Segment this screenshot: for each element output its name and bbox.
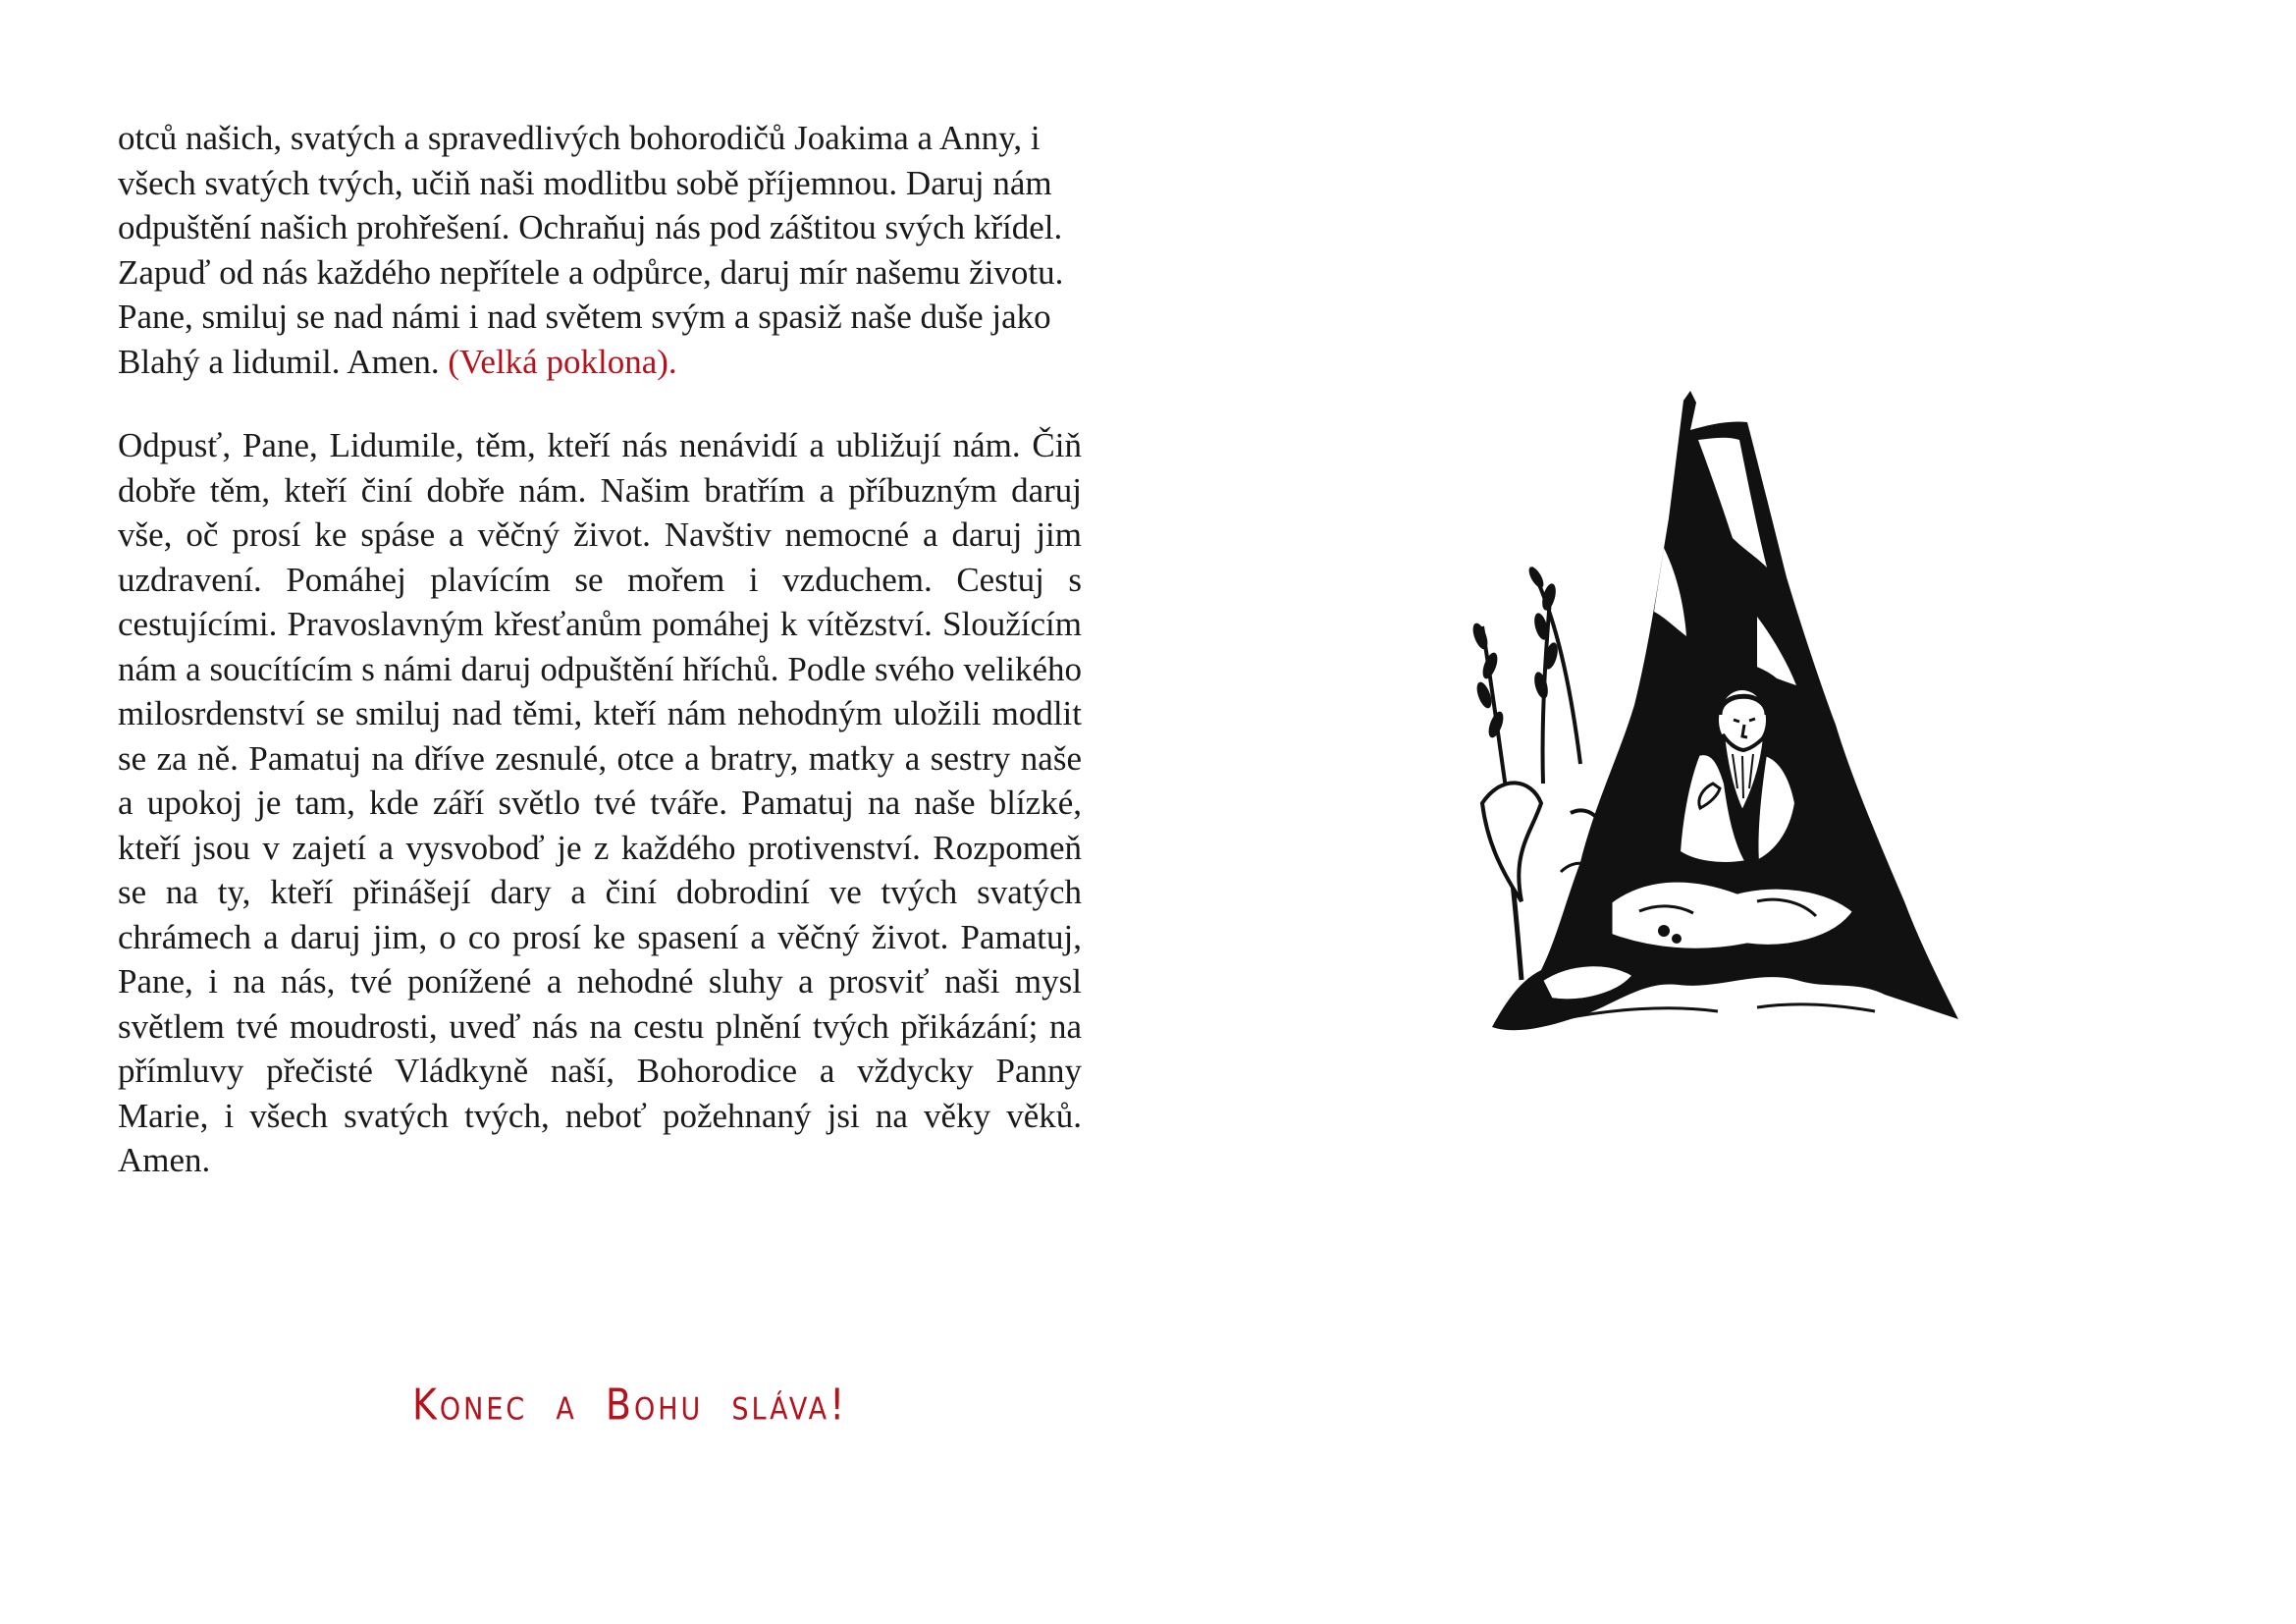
ending-title: Konec a Bohu sláva! [412,1380,848,1430]
prayer-paragraph-2: Odpusť, Pane, Lidumile, těm, kteří nás nenávidí a ubližují nám. Čiň dobře těm, kteří činí dobře nám. Našim bratřím a příbuzným daruj vše, oč prosí ke spáse a věčný život. Navštiv nemocné a daruj jim uzdravení. Pomáhej plavícím se mořem i vzduchem. Cestuj s cestujícími. Pravoslavným křesťanům pomáhej k vítězství. Sloužícím nám a soucítícím s námi daruj odpuštění hříchů. Podle svého velikého milosrdenství se smiluj nad těmi, kteří nám nehodným uložili modlit se za ně. Pamatuj na dříve zesnulé, otce a bratry, matky a sestry naše a upokoj je tam, kde září světlo tvé tváře. Pamatuj na naše blízké, kteří jsou v zajetí a vysvoboď je z každého protivenství. Rozpomeň se na ty, kteří přinášejí dary a činí dobrodiní ve tvých svatých chrámech a daruj jim, o co prosí ke spasení a věčný život. Pamatuj, Pane, i na nás, tvé ponížené a nehodné sluhy a prosviť naši mysl světlem tvé moudrosti, uveď nás na cestu plnění tvých přikázání; na přímluvy přečisté Vládkyně naší, Bohorodice a vždycky Panny Marie, i všech svatých tvých, neboť požehnaný jsi na věky věků. Amen. [118,426,1082,1179]
paragraph-1-text: otců našich, svatých a spravedlivých bohorodičů Joakima a Anny, i všech svatých tvých, učiň naši modlitbu sobě příjemnou. Daruj nám odpuštění našich prohřešení. Ochraňuj nás pod záštitou svých křídel. Zapuď od nás každého nepřítele a odpůrce, daruj mír našemu životu. Pane, smiluj se nad námi i nad světem svým a spasiž naše duše jako Blahý a lidumil. Amen. [118,119,1064,381]
hermit-in-cave-icon [1463,391,1983,1039]
prayer-text-column [118,116,1082,1183]
prayer-paragraph-1 [118,116,1082,384]
rubric-instruction: (Velká poklona). [448,342,677,381]
